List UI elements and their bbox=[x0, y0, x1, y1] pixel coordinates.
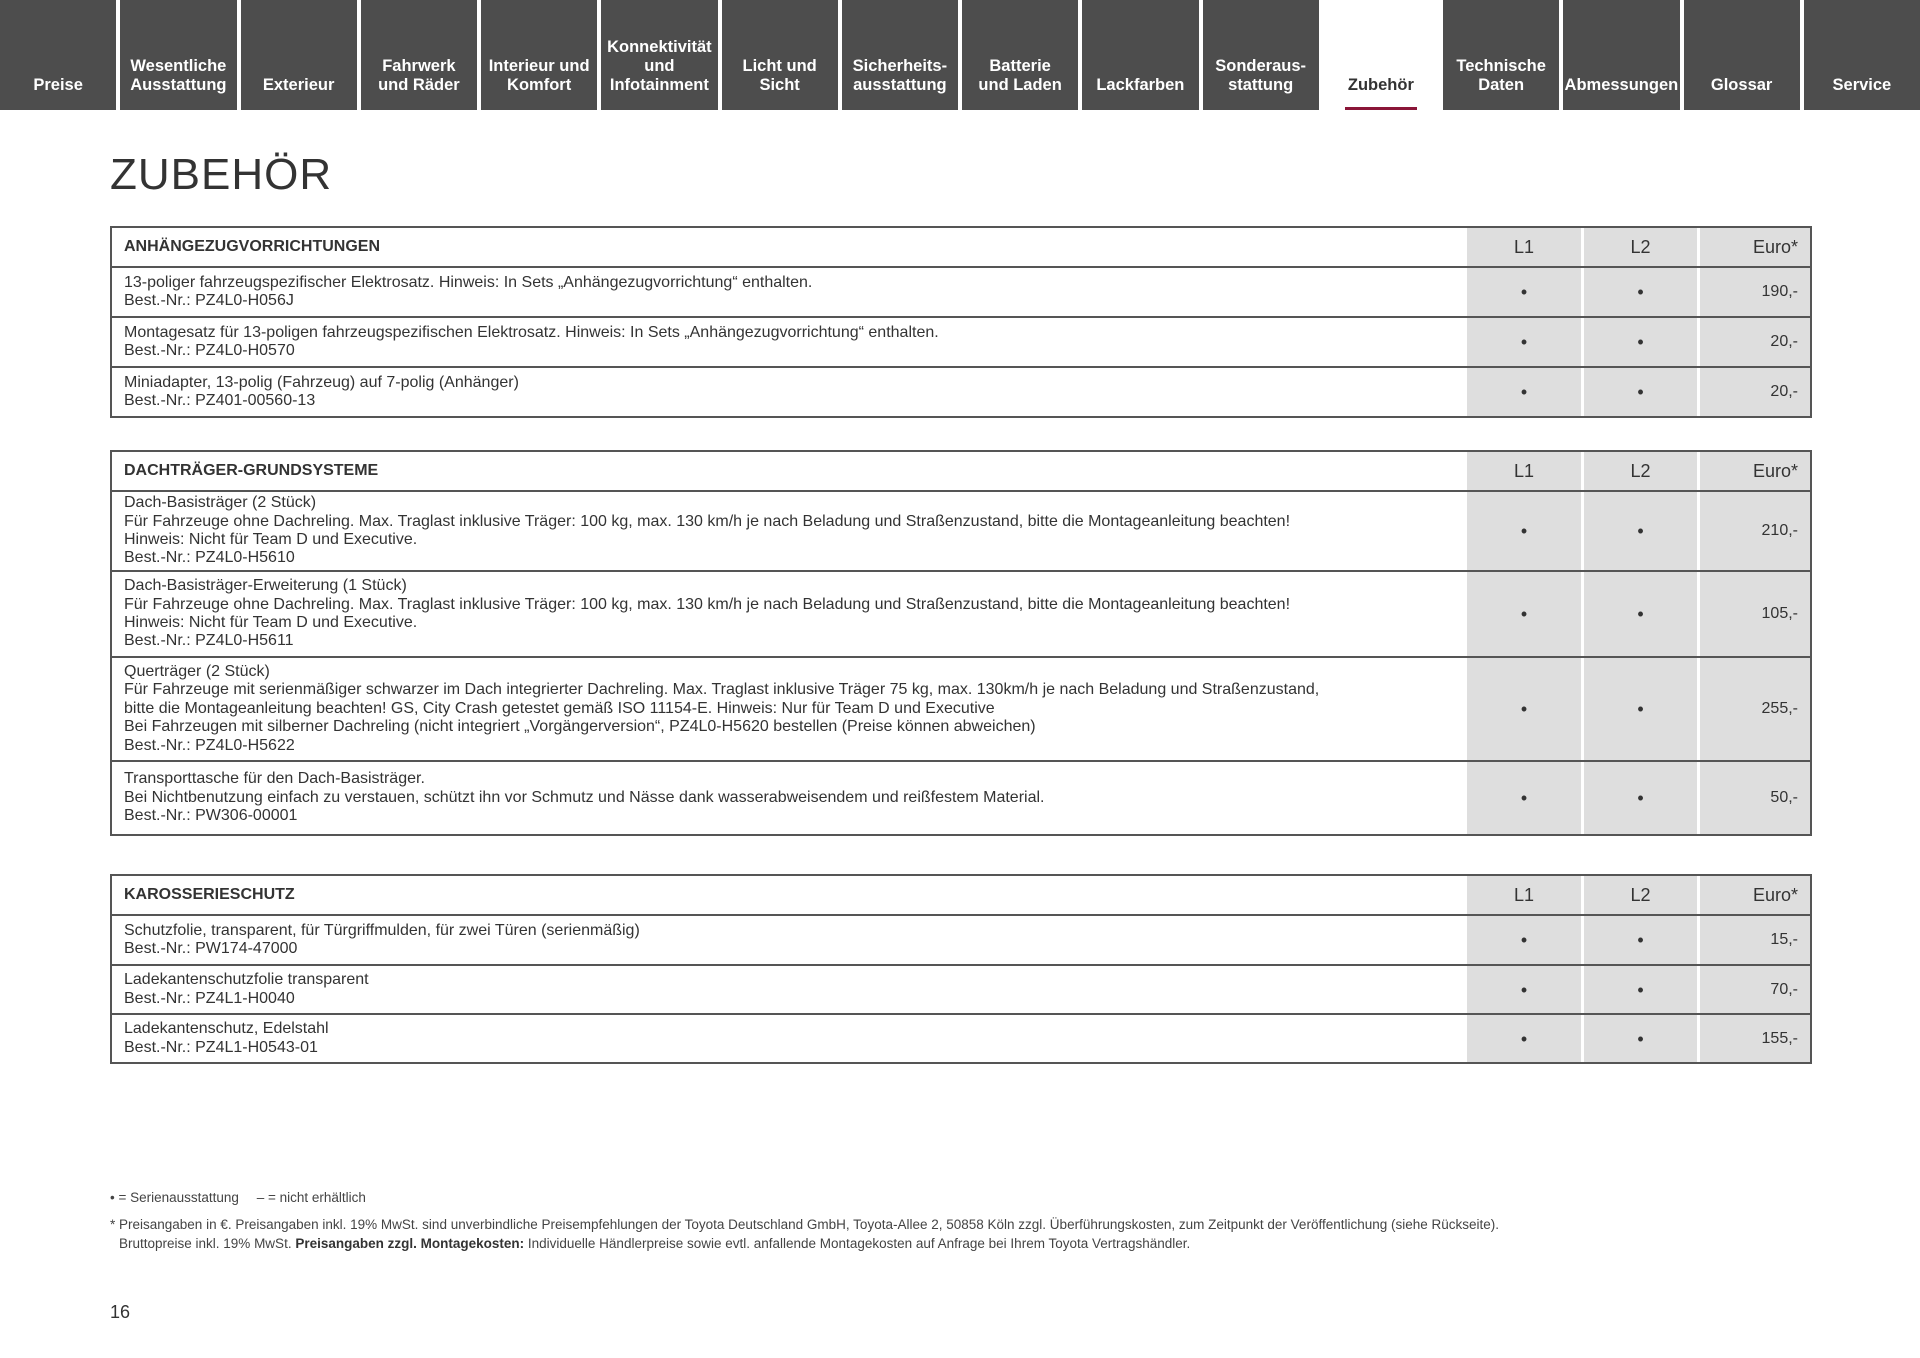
cell-l1 bbox=[1467, 572, 1581, 656]
availability-dot-l2: • bbox=[1637, 521, 1644, 541]
cell-l1 bbox=[1467, 492, 1581, 570]
availability-dot-l1: • bbox=[1520, 382, 1528, 402]
cell-price bbox=[1700, 268, 1810, 316]
price: 15,- bbox=[1770, 931, 1798, 948]
tab-lackfarben[interactable]: Lackfarben bbox=[1082, 0, 1198, 110]
tab-interieur-und-komfort[interactable]: Interieur und Komfort bbox=[481, 0, 597, 110]
table-header-row bbox=[112, 876, 1810, 914]
availability-dot-l1: • bbox=[1520, 521, 1528, 541]
table-row bbox=[112, 760, 1810, 834]
item-description bbox=[112, 318, 1467, 366]
tab-zubehör[interactable]: Zubehör bbox=[1323, 0, 1439, 110]
availability-dot-l2: • bbox=[1637, 1028, 1644, 1049]
cell-l2 bbox=[1584, 318, 1697, 366]
description-line: Querträger (2 Stück) bbox=[124, 662, 270, 680]
price-footnote bbox=[110, 1215, 1830, 1253]
cell-l2 bbox=[1584, 492, 1697, 570]
availability-dot-l1: • bbox=[1520, 699, 1528, 719]
item-description bbox=[112, 966, 1467, 1013]
availability-dot-l2: • bbox=[1637, 282, 1644, 302]
price: 105,- bbox=[1761, 605, 1798, 622]
cell-l1 bbox=[1467, 368, 1581, 416]
tab-technische-daten[interactable]: Technische Daten bbox=[1443, 0, 1559, 110]
availability-dot-l1: • bbox=[1520, 979, 1528, 1000]
item-description bbox=[112, 762, 1467, 834]
table-row bbox=[112, 656, 1810, 760]
tab-sonderaus-stattung[interactable]: Sonderaus- stattung bbox=[1203, 0, 1319, 110]
legend bbox=[110, 1190, 380, 1205]
tab-fahrwerk-und-räder[interactable]: Fahrwerk und Räder bbox=[361, 0, 477, 110]
cell-price bbox=[1700, 658, 1810, 760]
footnote-line-2-bold: Preisangaben zzgl. Montagekosten: bbox=[295, 1236, 525, 1251]
table-header-row bbox=[112, 452, 1810, 490]
description-line: Für Fahrzeuge mit serienmäßiger schwarzer im Dach integrierter Dachreling. Max. Traglast inklusive Träger 75 kg, max. 130km/h je nach Beladung und Straßenzustand, bbox=[124, 681, 1320, 699]
table-roof-rack bbox=[110, 450, 1812, 836]
availability-dot-l2: • bbox=[1637, 604, 1644, 624]
cell-l1 bbox=[1467, 268, 1581, 316]
description-line: Miniadapter, 13-polig (Fahrzeug) auf 7-polig (Anhänger) bbox=[124, 373, 519, 391]
footnote-line-1: * Preisangaben in €. Preisangaben inkl. 19% MwSt. sind unverbindliche Preisempfehlungen der Toyota Deutschland GmbH, Toyota-Allee 2, 50858 Köln zzgl. Überführungskosten, zum Zeitpunkt der Veröffentlichung (siehe Rückseite). bbox=[110, 1217, 1500, 1232]
cell-price bbox=[1700, 762, 1810, 834]
table-trailer-hitch bbox=[110, 226, 1812, 418]
table-heading: DACHTRÄGER-GRUNDSYSTEME bbox=[124, 461, 379, 479]
description-line: Best.-Nr.: PZ4L0-H5610 bbox=[124, 549, 295, 567]
table-row bbox=[112, 570, 1810, 656]
cell-l2 bbox=[1584, 572, 1697, 656]
description-line: Best.-Nr.: PZ4L1-H0040 bbox=[124, 989, 295, 1007]
tab-exterieur[interactable]: Exterieur bbox=[241, 0, 357, 110]
tab-sicherheits-ausstattung[interactable]: Sicherheits- ausstattung bbox=[842, 0, 958, 110]
cell-l1 bbox=[1467, 966, 1581, 1013]
tab-wesentliche-ausstattung[interactable]: Wesentliche Ausstattung bbox=[120, 0, 236, 110]
cell-price bbox=[1700, 1015, 1810, 1062]
tab-service[interactable]: Service bbox=[1804, 0, 1920, 110]
legend-not-available: – = nicht erhältlich bbox=[256, 1190, 366, 1205]
description-line: Best.-Nr.: PZ4L0-H056J bbox=[124, 292, 294, 309]
availability-dot-l1: • bbox=[1520, 1028, 1528, 1049]
tab-konnektivität-und-infotainment[interactable]: Konnektivität und Infotainment bbox=[601, 0, 717, 110]
price: 20,- bbox=[1770, 383, 1798, 400]
description-line: Transporttasche für den Dach-Basisträger. bbox=[124, 770, 425, 788]
item-description bbox=[112, 658, 1467, 760]
col-header-l1: L1 bbox=[1467, 228, 1581, 266]
cell-l1 bbox=[1467, 762, 1581, 834]
col-header-l2: L2 bbox=[1584, 876, 1697, 914]
availability-dot-l2: • bbox=[1637, 979, 1644, 1000]
description-line: Montagesatz für 13-poligen fahrzeugspezifischen Elektrosatz. Hinweis: In Sets „Anhängezugvorrichtung“ enthalten. bbox=[124, 323, 939, 341]
price: 50,- bbox=[1770, 789, 1798, 806]
cell-l2 bbox=[1584, 658, 1697, 760]
item-description bbox=[112, 572, 1467, 656]
cell-price bbox=[1700, 572, 1810, 656]
table-row bbox=[112, 914, 1810, 964]
description-line: Best.-Nr.: PZ4L1-H0543-01 bbox=[124, 1038, 318, 1056]
col-header-euro: Euro* bbox=[1700, 452, 1810, 490]
description-line: Ladekantenschutz, Edelstahl bbox=[124, 1020, 329, 1038]
price: 210,- bbox=[1761, 522, 1798, 539]
cell-l2 bbox=[1584, 916, 1697, 964]
item-description bbox=[112, 492, 1467, 570]
price: 20,- bbox=[1770, 333, 1798, 350]
cell-l2 bbox=[1584, 368, 1697, 416]
item-description bbox=[112, 368, 1467, 416]
description-line: Hinweis: Nicht für Team D und Executive. bbox=[124, 531, 418, 548]
description-line: Best.-Nr.: PZ4L0-H5622 bbox=[124, 736, 295, 754]
table-row bbox=[112, 964, 1810, 1013]
description-line: bitte die Montageanleitung beachten! GS, City Crash getestet gemäß ISO 11154-E. Hinweis: Nur für Team D und Executive bbox=[124, 699, 995, 717]
cell-l1 bbox=[1467, 1015, 1581, 1062]
table-heading: ANHÄNGEZUGVORRICHTUNGEN bbox=[124, 237, 380, 255]
item-description bbox=[112, 1015, 1467, 1062]
price: 190,- bbox=[1761, 283, 1798, 300]
description-line: Dach-Basisträger (2 Stück) bbox=[124, 494, 317, 512]
description-line: Best.-Nr.: PZ401-00560-13 bbox=[124, 392, 316, 409]
description-line: Best.-Nr.: PZ4L0-H5611 bbox=[124, 632, 294, 650]
description-line: Best.-Nr.: PW306-00001 bbox=[124, 807, 298, 825]
table-row bbox=[112, 266, 1810, 316]
col-header-l2: L2 bbox=[1584, 452, 1697, 490]
cell-l2 bbox=[1584, 762, 1697, 834]
tab-glossar[interactable]: Glossar bbox=[1684, 0, 1800, 110]
tab-preise[interactable]: Preise bbox=[0, 0, 116, 110]
cell-price bbox=[1700, 368, 1810, 416]
availability-dot-l1: • bbox=[1520, 930, 1528, 950]
availability-dot-l1: • bbox=[1520, 282, 1528, 302]
description-line: Schutzfolie, transparent, für Türgriffmulden, für zwei Türen (serienmäßig) bbox=[124, 921, 640, 939]
availability-dot-l1: • bbox=[1520, 332, 1528, 352]
table-header-row bbox=[112, 228, 1810, 266]
col-header-l1: L1 bbox=[1467, 452, 1581, 490]
cell-l1 bbox=[1467, 318, 1581, 366]
description-line: Hinweis: Nicht für Team D und Executive. bbox=[124, 614, 418, 631]
description-line: Für Fahrzeuge ohne Dachreling. Max. Traglast inklusive Träger: 100 kg, max. 130 km/h je nach Beladung und Straßenzustand, bitte die Montageanleitung beachten! bbox=[124, 512, 1291, 530]
cell-price bbox=[1700, 318, 1810, 366]
description-line: Dach-Basisträger-Erweiterung (1 Stück) bbox=[124, 577, 407, 595]
description-line: Ladekantenschutzfolie transparent bbox=[124, 971, 369, 989]
cell-l1 bbox=[1467, 916, 1581, 964]
availability-dot-l1: • bbox=[1520, 788, 1528, 808]
table-row bbox=[112, 1013, 1810, 1062]
footnote-line-2 bbox=[110, 1234, 1830, 1253]
page-title: ZUBEHÖR bbox=[110, 150, 333, 199]
table-row bbox=[112, 490, 1810, 570]
page-number: 16 bbox=[110, 1302, 131, 1322]
footnote-line-2-start: Bruttopreise inkl. 19% MwSt. bbox=[119, 1236, 296, 1251]
availability-dot-l2: • bbox=[1637, 332, 1644, 352]
description-line: Bei Nichtbenutzung einfach zu verstauen, schützt ihn vor Schmutz und Nässe dank wasserabweisendem und reißfestem Material. bbox=[124, 788, 1045, 806]
tab-licht-und-sicht[interactable]: Licht und Sicht bbox=[722, 0, 838, 110]
description-line: Für Fahrzeuge ohne Dachreling. Max. Traglast inklusive Träger: 100 kg, max. 130 km/h je nach Beladung und Straßenzustand, bitte die Montageanleitung beachten! bbox=[124, 595, 1291, 613]
footnote-line-2-end: Individuelle Händlerpreise sowie evtl. anfallende Montagekosten auf Anfrage bei Ihrem Toyota Vertragshändler. bbox=[524, 1236, 1191, 1251]
col-header-l2: L2 bbox=[1584, 228, 1697, 266]
table-row bbox=[112, 316, 1810, 366]
table-heading: KAROSSERIESCHUTZ bbox=[124, 885, 295, 903]
availability-dot-l2: • bbox=[1637, 788, 1644, 808]
availability-dot-l2: • bbox=[1637, 930, 1644, 950]
availability-dot-l1: • bbox=[1520, 604, 1528, 624]
description-line: Bei Fahrzeugen mit silberner Dachreling (nicht integriert „Vorgängerversion“, PZ4L0-H5620 bestellen (Preise können abweichen) bbox=[124, 718, 1036, 736]
cell-price bbox=[1700, 492, 1810, 570]
price: 70,- bbox=[1770, 980, 1798, 998]
description-line: Best.-Nr.: PZ4L0-H0570 bbox=[124, 342, 295, 359]
cell-l1 bbox=[1467, 658, 1581, 760]
chapter-navigation bbox=[0, 0, 1920, 110]
description-line: Best.-Nr.: PW174-47000 bbox=[124, 940, 298, 957]
availability-dot-l2: • bbox=[1637, 382, 1644, 402]
cell-price bbox=[1700, 966, 1810, 1013]
legend-standard: • = Serienausstattung bbox=[110, 1190, 239, 1205]
tab-batterie-und-laden[interactable]: Batterie und Laden bbox=[962, 0, 1078, 110]
tab-abmessungen[interactable]: Abmessungen bbox=[1563, 0, 1679, 110]
description-line: 13-poliger fahrzeugspezifischer Elektrosatz. Hinweis: In Sets „Anhängezugvorrichtung“ enthalten. bbox=[124, 273, 813, 291]
col-header-euro: Euro* bbox=[1700, 228, 1810, 266]
cell-l2 bbox=[1584, 268, 1697, 316]
table-body-protection bbox=[110, 874, 1812, 1064]
col-header-euro: Euro* bbox=[1700, 876, 1810, 914]
item-description bbox=[112, 916, 1467, 964]
cell-price bbox=[1700, 916, 1810, 964]
price: 155,- bbox=[1761, 1029, 1798, 1047]
table-row bbox=[112, 366, 1810, 416]
availability-dot-l2: • bbox=[1637, 699, 1644, 719]
cell-l2 bbox=[1584, 1015, 1697, 1062]
col-header-l1: L1 bbox=[1467, 876, 1581, 914]
cell-l2 bbox=[1584, 966, 1697, 1013]
item-description bbox=[112, 268, 1467, 316]
price: 255,- bbox=[1761, 700, 1798, 717]
